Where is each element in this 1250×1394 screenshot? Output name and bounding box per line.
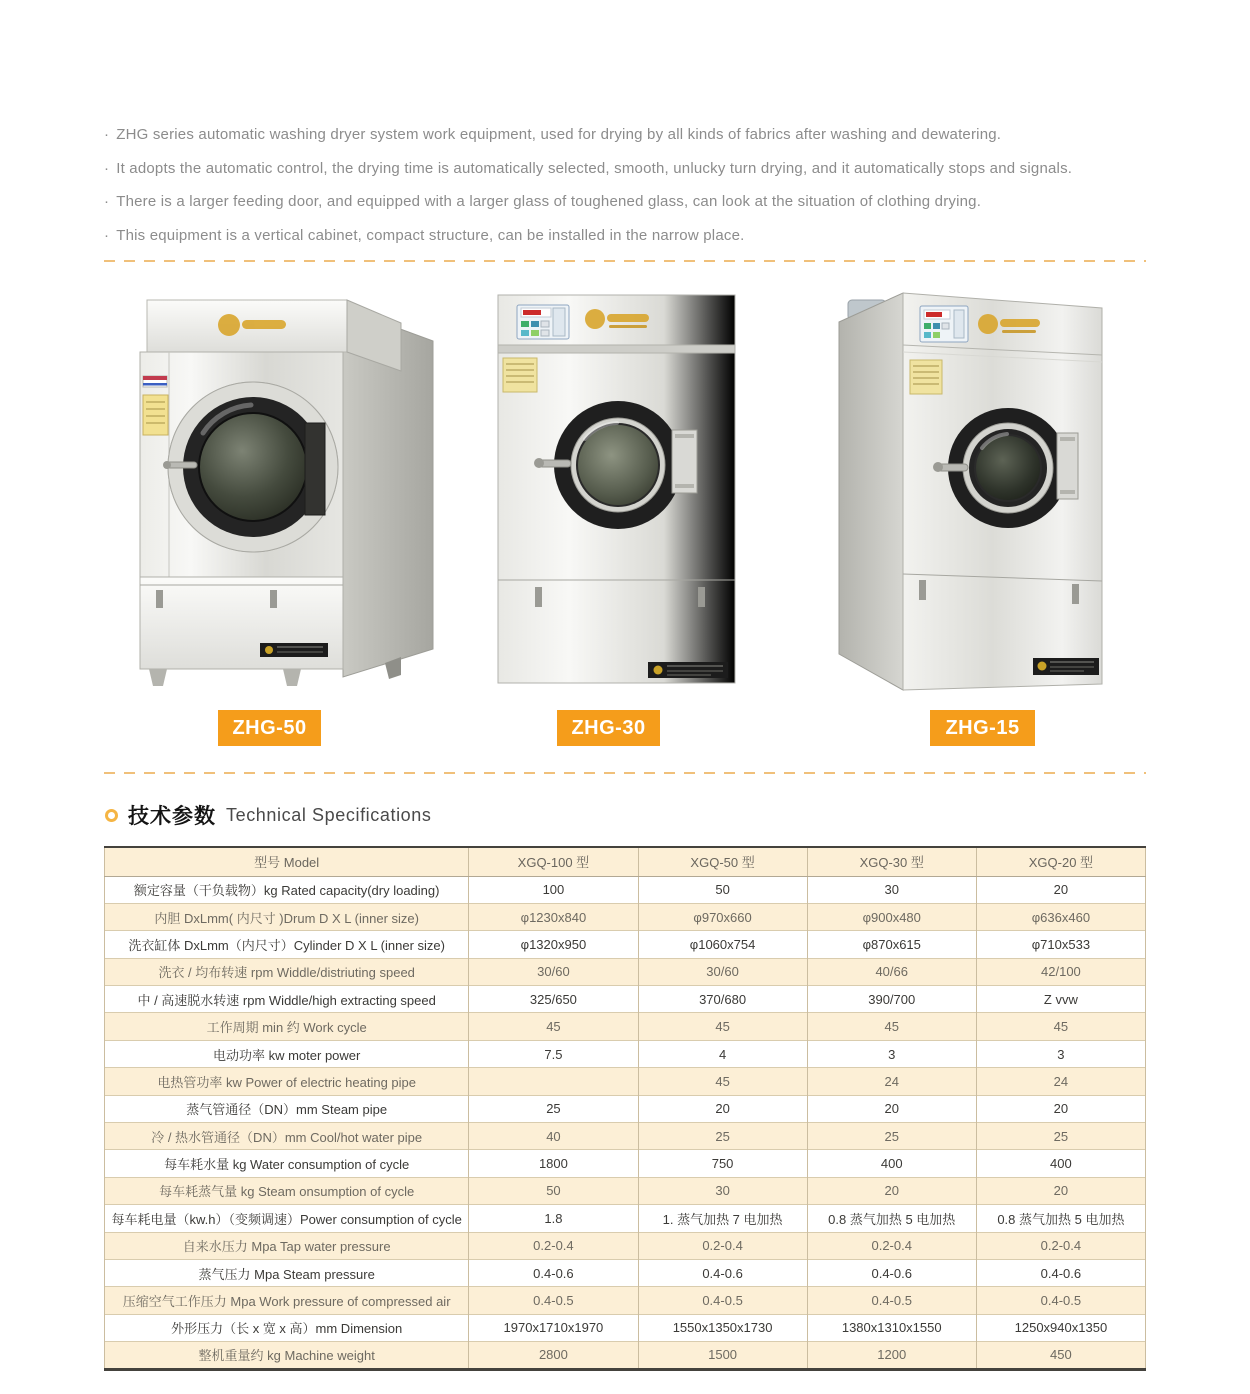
- bullet-dot-icon: ·: [104, 226, 110, 244]
- spec-row: [105, 1177, 1146, 1204]
- spec-row: [105, 986, 1146, 1013]
- spec-label: 洗衣缸体 DxLmm（内尺寸）Cylinder D X L (inner size): [105, 931, 469, 958]
- spec-value: 1. 蒸气加热 7 电加热: [638, 1205, 807, 1232]
- spec-label: 外形压力（长 x 宽 x 高）mm Dimension: [105, 1314, 469, 1341]
- spec-value: Z vvw: [976, 986, 1145, 1013]
- spec-label: 蒸气压力 Mpa Steam pressure: [105, 1259, 469, 1286]
- spec-value: φ1230x840: [469, 903, 638, 930]
- spec-value: 0.4-0.6: [469, 1259, 638, 1286]
- spec-value: 2800: [469, 1342, 638, 1369]
- spec-value: 25: [469, 1095, 638, 1122]
- control-panel: [517, 305, 569, 339]
- spec-value: 1380x1310x1550: [807, 1314, 976, 1341]
- spec-value: 0.4-0.5: [976, 1287, 1145, 1314]
- spec-value: 30/60: [638, 958, 807, 985]
- model-badge-zhg-50: ZHG-50: [218, 710, 321, 746]
- spec-row: [105, 903, 1146, 930]
- spec-value: 400: [807, 1150, 976, 1177]
- spec-value: 45: [638, 1013, 807, 1040]
- spec-value: 1200: [807, 1342, 976, 1369]
- spec-value: 0.8 蒸气加热 5 电加热: [976, 1205, 1145, 1232]
- section-header: [105, 800, 432, 830]
- warning-label-icon: [143, 395, 168, 435]
- spec-label: 工作周期 min 约 Work cycle: [105, 1013, 469, 1040]
- spec-row: [105, 1095, 1146, 1122]
- spec-value: 1500: [638, 1342, 807, 1369]
- spec-value: φ636x460: [976, 903, 1145, 930]
- dashed-separator-bottom: [104, 772, 1146, 774]
- nameplate-icon: [1033, 658, 1099, 675]
- spec-value: 25: [976, 1123, 1145, 1150]
- col-header: XGQ-50 型: [638, 847, 807, 876]
- warning-label-icon: [910, 360, 942, 394]
- spec-row: [105, 931, 1146, 958]
- bullet-dot-icon: ·: [104, 126, 110, 143]
- spec-row: [105, 1259, 1146, 1286]
- spec-table: [104, 846, 1146, 1371]
- feature-text: ZHG series automatic washing dryer system work equipment, used for drying by all kinds of fabrics after washing and dewatering.: [116, 126, 1002, 143]
- spec-value: 400: [976, 1150, 1145, 1177]
- dashed-separator-top: [104, 260, 1146, 262]
- feature-bullet: [104, 118, 1164, 152]
- spec-label: 内胆 DxLmm( 内尺寸 )Drum D X L (inner size): [105, 903, 469, 930]
- spec-value: 4: [638, 1040, 807, 1067]
- spec-value: 3: [807, 1040, 976, 1067]
- spec-value: 20: [976, 876, 1145, 903]
- spec-value: 45: [638, 1068, 807, 1095]
- door-hinge: [1057, 433, 1078, 499]
- spec-value: 1250x940x1350: [976, 1314, 1145, 1341]
- spec-value: 0.4-0.6: [807, 1259, 976, 1286]
- col-header-model: 型号 Model: [105, 847, 469, 876]
- spec-value: 30: [638, 1177, 807, 1204]
- spec-value: φ970x660: [638, 903, 807, 930]
- feature-text: There is a larger feeding door, and equipped with a larger glass of toughened glass, can look at the situation of clothing drying.: [116, 193, 982, 210]
- spec-value: 0.2-0.4: [807, 1232, 976, 1259]
- spec-value: 1.8: [469, 1205, 638, 1232]
- machine-side-panel: [839, 293, 903, 690]
- feature-bullet: [104, 219, 1164, 253]
- door-handle-icon: [933, 462, 968, 472]
- rating-label-icon: [143, 376, 167, 387]
- spec-value: 325/650: [469, 986, 638, 1013]
- spec-row: [105, 1314, 1146, 1341]
- spec-row: [105, 1150, 1146, 1177]
- spec-value: 30/60: [469, 958, 638, 985]
- spec-value: 45: [469, 1013, 638, 1040]
- door-hinge: [305, 423, 325, 515]
- spec-value: φ900x480: [807, 903, 976, 930]
- spec-value: φ1320x950: [469, 931, 638, 958]
- spec-label: 每车耗蒸气量 kg Steam onsumption of cycle: [105, 1177, 469, 1204]
- spec-value: 20: [976, 1095, 1145, 1122]
- nameplate-icon: [648, 662, 728, 678]
- spec-value: φ710x533: [976, 931, 1145, 958]
- spec-label: 蒸气管通径（DN）mm Steam pipe: [105, 1095, 469, 1122]
- product-image-zhg-50: [133, 283, 440, 700]
- control-panel: [920, 306, 968, 342]
- spec-value: 45: [976, 1013, 1145, 1040]
- feature-list: [104, 118, 1164, 252]
- spec-table-body: [105, 876, 1146, 1369]
- spec-value: [469, 1068, 638, 1095]
- spec-table-header-row: [105, 847, 1146, 876]
- spec-label: 电动功率 kw moter power: [105, 1040, 469, 1067]
- door-handle-icon: [163, 461, 197, 469]
- spec-value: 7.5: [469, 1040, 638, 1067]
- product-image-zhg-15: [826, 282, 1116, 704]
- feature-bullet: [104, 152, 1164, 186]
- spec-value: 24: [807, 1068, 976, 1095]
- digital-display-icon: [926, 312, 942, 317]
- spec-value: 0.4-0.5: [807, 1287, 976, 1314]
- spec-label: 每车耗水量 kg Water consumption of cycle: [105, 1150, 469, 1177]
- spec-label: 整机重量约 kg Machine weight: [105, 1342, 469, 1369]
- spec-label: 中 / 高速脱水转速 rpm Widdle/high extracting speed: [105, 986, 469, 1013]
- spec-label: 额定容量（干负载物）kg Rated capacity(dry loading): [105, 876, 469, 903]
- spec-value: 0.4-0.5: [638, 1287, 807, 1314]
- bullet-dot-icon: ·: [104, 159, 110, 177]
- spec-value: 40/66: [807, 958, 976, 985]
- spec-row: [105, 1040, 1146, 1067]
- spec-value: 0.8 蒸气加热 5 电加热: [807, 1205, 976, 1232]
- spec-value: 0.4-0.6: [976, 1259, 1145, 1286]
- feature-text: It adopts the automatic control, the drying time is automatically selected, smooth, unlucky turn drying, and it automatically stops and signals.: [116, 159, 1073, 177]
- spec-value: 25: [638, 1123, 807, 1150]
- feature-bullet: [104, 185, 1164, 219]
- spec-value: 20: [807, 1095, 976, 1122]
- spec-value: 40: [469, 1123, 638, 1150]
- spec-label: 冷 / 热水管通径（DN）mm Cool/hot water pipe: [105, 1123, 469, 1150]
- bullet-dot-icon: ·: [104, 193, 110, 210]
- spec-value: φ1060x754: [638, 931, 807, 958]
- spec-label: 每车耗电量（kw.h）（变频调速）Power consumption of cycle: [105, 1205, 469, 1232]
- door-hinge: [672, 430, 697, 493]
- spec-value: 50: [638, 876, 807, 903]
- spec-value: 24: [976, 1068, 1145, 1095]
- spec-value: 100: [469, 876, 638, 903]
- spec-value: 30: [807, 876, 976, 903]
- spec-value: 0.4-0.5: [469, 1287, 638, 1314]
- feature-text: This equipment is a vertical cabinet, compact structure, can be installed in the narrow place.: [116, 226, 745, 244]
- spec-value: 1970x1710x1970: [469, 1314, 638, 1341]
- spec-value: 370/680: [638, 986, 807, 1013]
- spec-value: 42/100: [976, 958, 1145, 985]
- spec-value: 20: [976, 1177, 1145, 1204]
- digital-display-icon: [523, 310, 541, 315]
- col-header: XGQ-100 型: [469, 847, 638, 876]
- spec-label: 自来水压力 Mpa Tap water pressure: [105, 1232, 469, 1259]
- spec-row: [105, 958, 1146, 985]
- spec-row: [105, 1013, 1146, 1040]
- spec-value: 45: [807, 1013, 976, 1040]
- spec-value: 3: [976, 1040, 1145, 1067]
- spec-value: 0.2-0.4: [469, 1232, 638, 1259]
- model-badge-zhg-30: ZHG-30: [557, 710, 660, 746]
- col-header: XGQ-20 型: [976, 847, 1145, 876]
- door-handle-icon: [534, 458, 571, 468]
- spec-row: [105, 1123, 1146, 1150]
- spec-row: [105, 1205, 1146, 1232]
- product-image-zhg-30: [487, 284, 755, 690]
- spec-row: [105, 1068, 1146, 1095]
- spec-value: 450: [976, 1342, 1145, 1369]
- col-header: XGQ-30 型: [807, 847, 976, 876]
- section-bullet-icon: [105, 809, 118, 822]
- spec-label: 压缩空气工作压力 Mpa Work pressure of compressed air: [105, 1287, 469, 1314]
- section-title-zh: 技术参数: [128, 805, 216, 828]
- spec-value: 20: [807, 1177, 976, 1204]
- spec-value: 750: [638, 1150, 807, 1177]
- spec-row: [105, 876, 1146, 903]
- spec-label: 洗衣 / 均布转速 rpm Widdle/distriuting speed: [105, 958, 469, 985]
- warning-label-icon: [503, 358, 537, 392]
- nameplate-icon: [260, 643, 328, 657]
- spec-value: 20: [638, 1095, 807, 1122]
- spec-row: [105, 1342, 1146, 1369]
- spec-value: 0.2-0.4: [638, 1232, 807, 1259]
- spec-table-container: [104, 846, 1146, 1371]
- model-badge-zhg-15: ZHG-15: [930, 710, 1035, 746]
- spec-value: 0.4-0.6: [638, 1259, 807, 1286]
- spec-value: 1800: [469, 1150, 638, 1177]
- spec-value: 50: [469, 1177, 638, 1204]
- spec-value: 390/700: [807, 986, 976, 1013]
- spec-row: [105, 1287, 1146, 1314]
- spec-label: 电热管功率 kw Power of electric heating pipe: [105, 1068, 469, 1095]
- spec-row: [105, 1232, 1146, 1259]
- spec-value: φ870x615: [807, 931, 976, 958]
- spec-value: 25: [807, 1123, 976, 1150]
- spec-value: 0.2-0.4: [976, 1232, 1145, 1259]
- spec-value: 1550x1350x1730: [638, 1314, 807, 1341]
- section-title-en: Technical Specifications: [226, 804, 432, 825]
